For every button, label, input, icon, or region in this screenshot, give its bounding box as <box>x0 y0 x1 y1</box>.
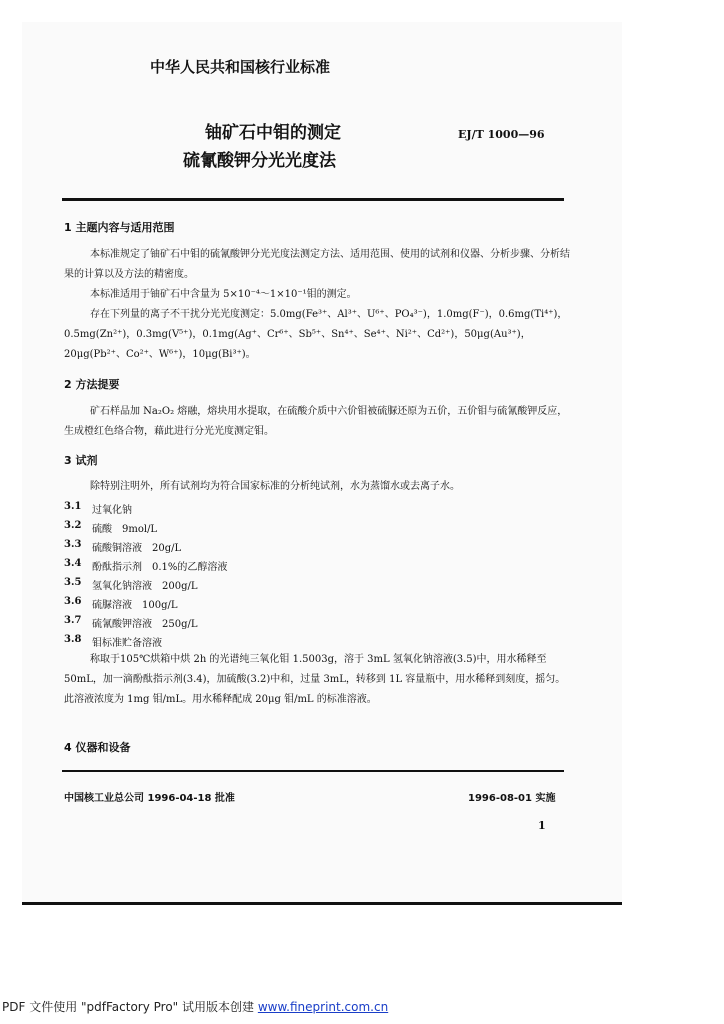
page-bottom-edge <box>22 902 622 905</box>
reagent-name: 酚酞指示剂 0.1%的乙醇溶液 <box>92 562 228 573</box>
implementation-date: 1996-08-01 实施 <box>468 793 556 804</box>
reagent-name: 钼标准贮备溶液 <box>92 638 162 649</box>
header-divider <box>62 198 564 201</box>
footer-divider <box>62 770 564 772</box>
reagent-name: 硫氰酸钾溶液 250g/L <box>92 619 198 630</box>
section-1-paragraph-3: 存在下列量的离子不干扰分光光度测定：5.0mg(Fe³⁺、Al³⁺、U⁶⁺、PO₄³⁻)，1.0mg(F⁻)，0.6mg(Ti⁴⁺)，0.5mg(Zn²⁺)，0.3mg(V⁵⁺)，0.1mg(Ag⁺、Cr⁶⁺、Sb⁵⁺、Sn⁴⁺、Se⁴⁺、Ni²⁺、Cd²⁺)，50μg(Au³⁺)，20μg(Pb²⁺、Co²⁺、W⁶⁺)，10μg(Bi³⁺)。 <box>64 309 568 360</box>
section-1-paragraph-1: 本标准规定了铀矿石中钼的硫氰酸钾分光光度法测定方法、适用范围、使用的试剂和仪器、分析步骤、分析结果的计算以及方法的精密度。 <box>64 249 570 280</box>
pdf-watermark-link[interactable]: www.fineprint.com.cn <box>257 1000 389 1014</box>
reagent-name: 硫酸 9mol/L <box>92 524 158 535</box>
document-title-line2: 硫氰酸钾分光光度法 <box>183 151 336 171</box>
pdf-watermark-text: PDF 文件使用 "pdfFactory Pro" 试用版本创建 <box>2 1000 255 1014</box>
reagent-number: 3.6 <box>64 596 82 607</box>
reagent-name: 氢氧化钠溶液 200g/L <box>92 581 198 592</box>
page-number: 1 <box>538 819 546 832</box>
reagent-number: 3.2 <box>64 520 82 531</box>
section-1-paragraph-2: 本标准适用于铀矿石中含量为 5×10⁻⁴～1×10⁻¹钼的测定。 <box>90 289 357 300</box>
reagent-name: 过氧化钠 <box>92 505 132 516</box>
section-4-heading: 4 仪器和设备 <box>64 741 131 754</box>
reagent-name: 硫酸铜溶液 20g/L <box>92 543 182 554</box>
reagent-number: 3.5 <box>64 577 82 588</box>
standard-code: EJ/T 1000—96 <box>458 128 545 141</box>
reagent-number: 3.3 <box>64 539 82 550</box>
document-title-line1: 铀矿石中钼的测定 <box>205 123 341 143</box>
issuing-organization: 中华人民共和国核行业标准 <box>150 58 331 76</box>
section-3-paragraph-2: 称取于105℃烘箱中烘 2h 的光谱纯三氧化钼 1.5003g，溶于 3mL 氢氧化钠溶液(3.5)中，用水稀释至 50mL，加一滴酚酞指示剂(3.4)，加硫酸(3.2)中和，过量 3mL，转移到 1L 容量瓶中，用水稀释到刻度，摇匀。此溶液浓度为 1mg 钼/mL。用水稀释配成 20μg 钼/mL 的标准溶液。 <box>64 654 566 705</box>
reagent-name: 硫脲溶液 100g/L <box>92 600 178 611</box>
section-3-paragraph-1: 除特别注明外，所有试剂均为符合国家标准的分析纯试剂，水为蒸馏水或去离子水。 <box>90 481 460 492</box>
section-3-heading: 3 试剂 <box>64 454 98 467</box>
reagent-number: 3.4 <box>64 558 82 569</box>
approval-line: 中国核工业总公司 1996-04-18 批准 <box>64 793 235 804</box>
section-2-paragraph-1: 矿石样品加 Na₂O₂ 熔融，熔块用水提取，在硫酸介质中六价钼被硫脲还原为五价，五价钼与硫氰酸钾反应，生成橙红色络合物，藉此进行分光光度测定钼。 <box>64 406 568 437</box>
section-1-heading: 1 主题内容与适用范围 <box>64 221 175 234</box>
pdf-watermark <box>2 998 388 1015</box>
reagent-number: 3.1 <box>64 501 82 512</box>
reagent-number: 3.8 <box>64 634 82 645</box>
section-2-heading: 2 方法提要 <box>64 378 120 391</box>
reagent-number: 3.7 <box>64 615 82 626</box>
